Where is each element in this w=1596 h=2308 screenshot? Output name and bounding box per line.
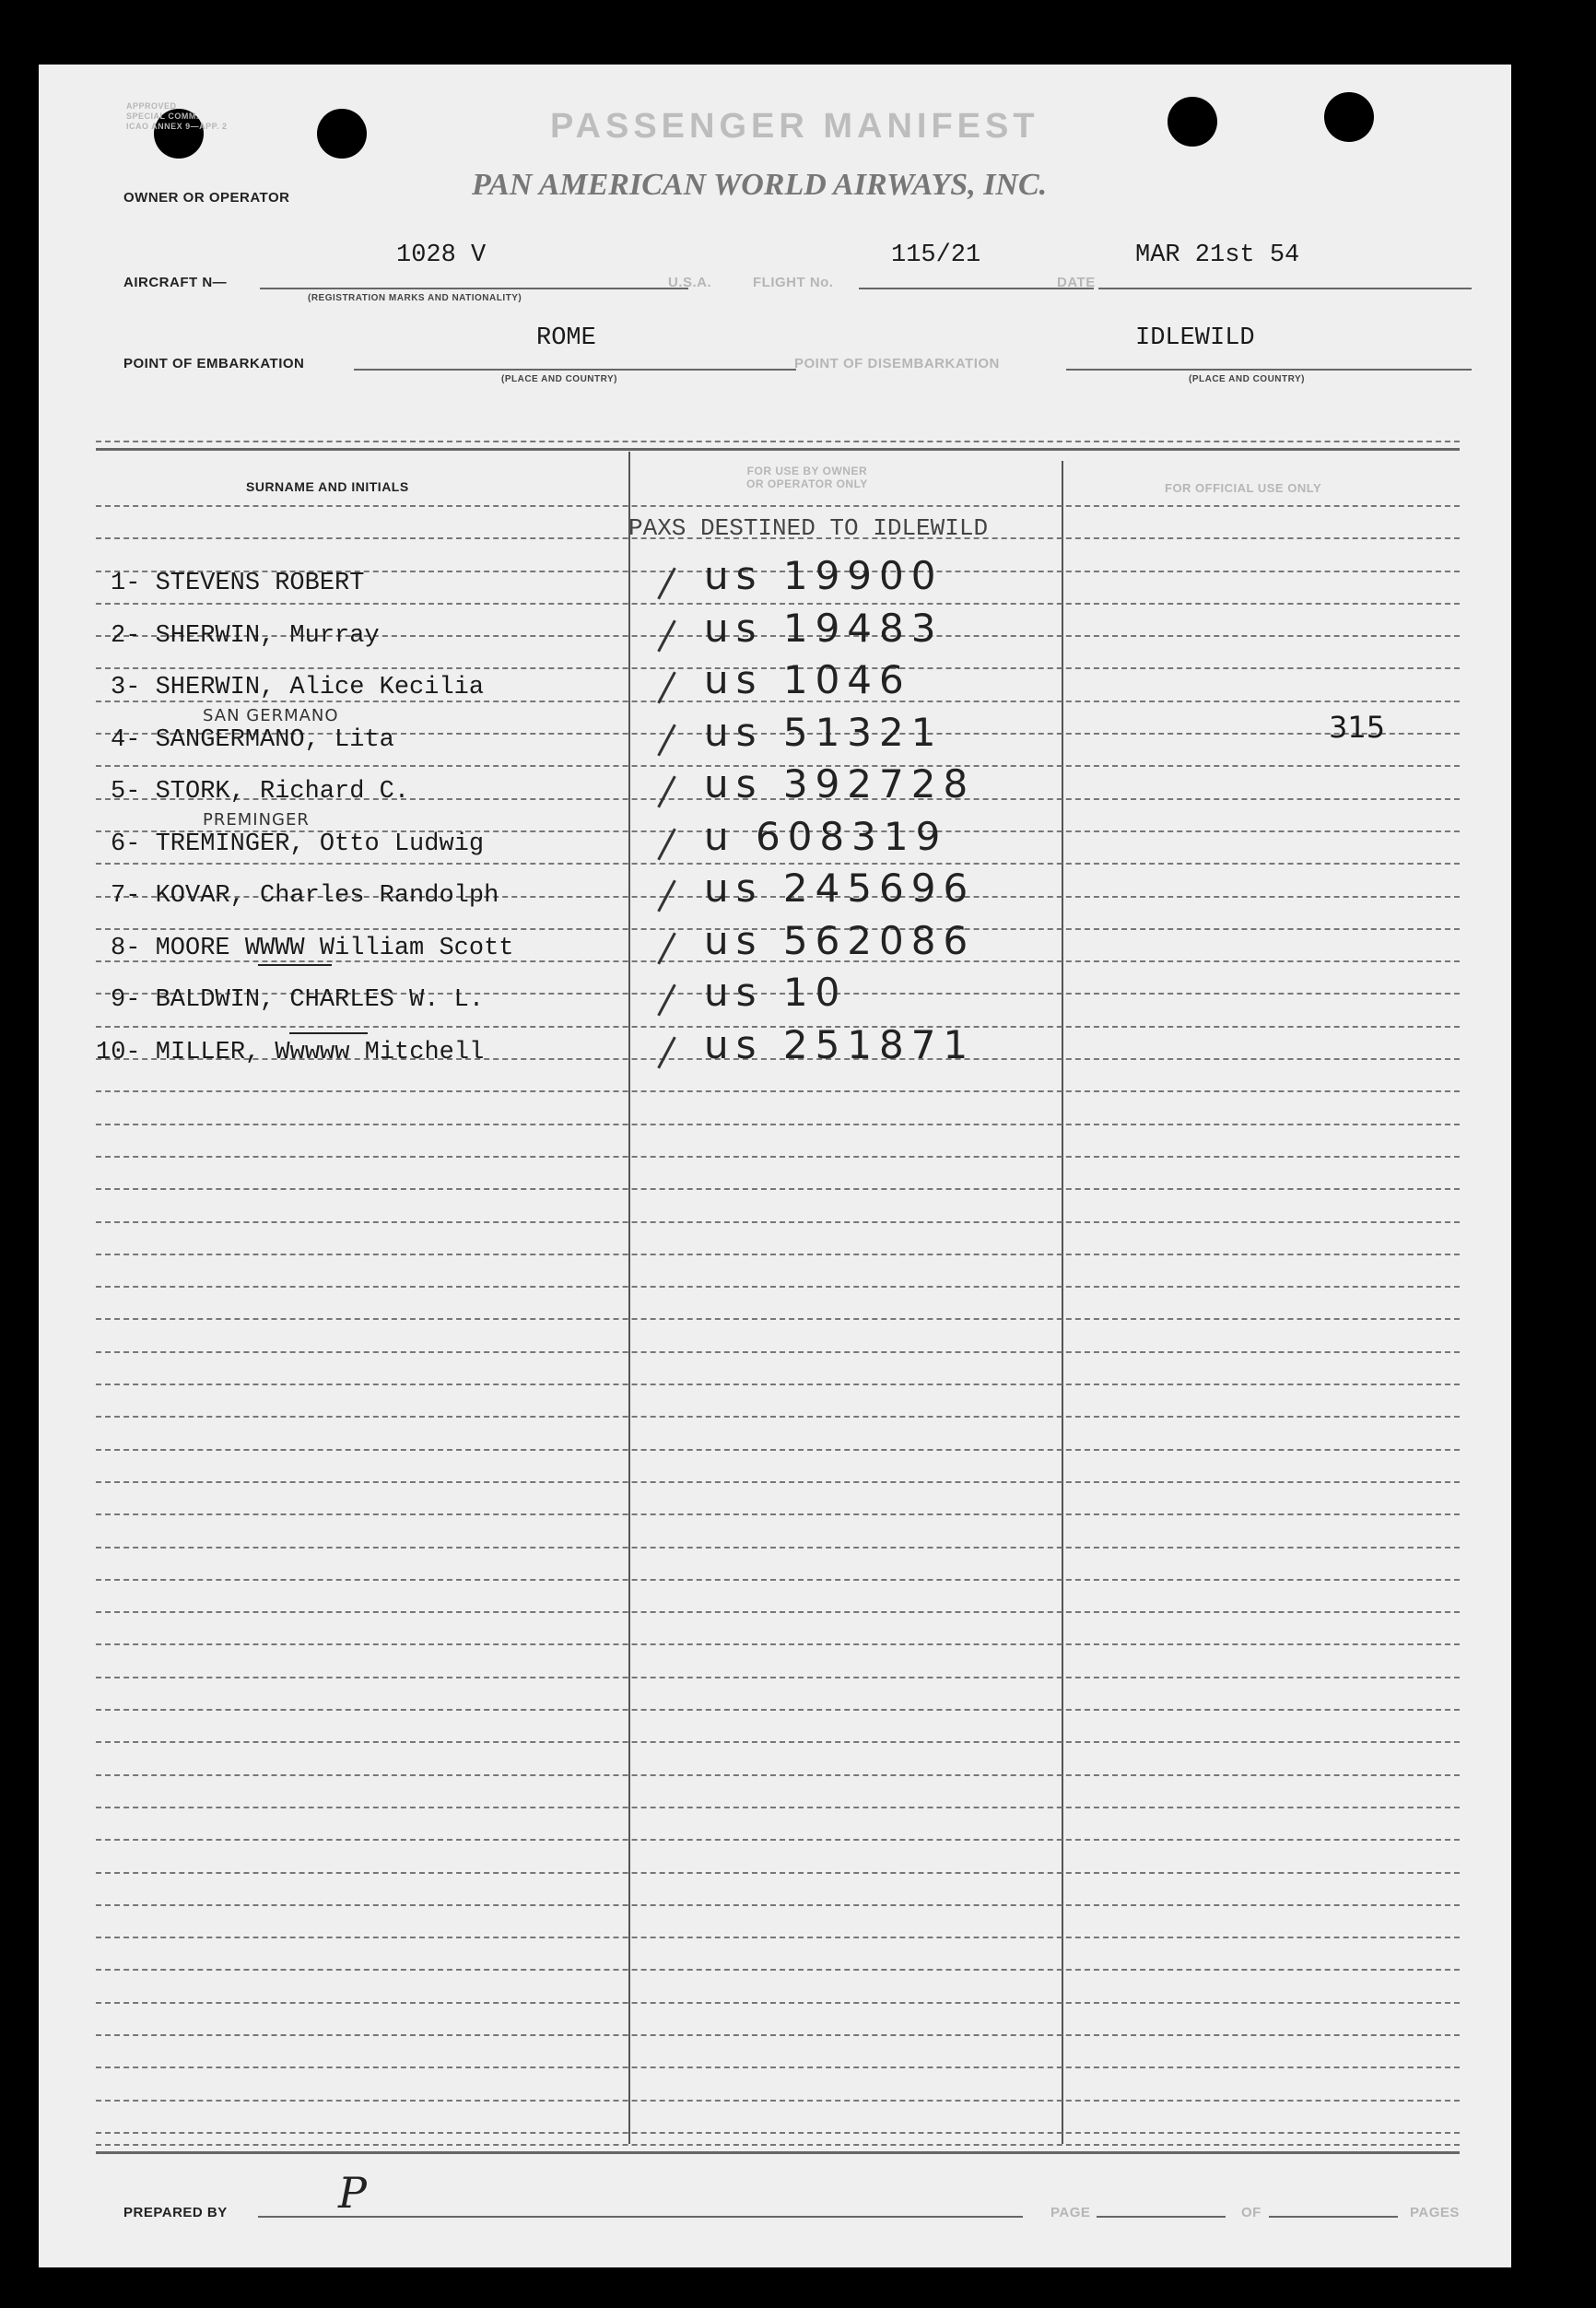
check-mark-icon [657, 724, 675, 756]
row-line [96, 1156, 1460, 1158]
row-line [96, 1579, 1460, 1581]
check-mark-icon [657, 1036, 675, 1068]
date-label: DATE [1057, 275, 1096, 290]
embark-label: POINT OF EMBARKATION [123, 356, 305, 371]
row-line [96, 1774, 1460, 1776]
punch-hole [1168, 97, 1217, 147]
passenger-name: 2- SHERWIN, Murray [111, 621, 380, 650]
embark-sublabel: (PLACE AND COUNTRY) [501, 374, 617, 384]
check-mark-icon [657, 828, 675, 860]
passenger-name: 3- SHERWIN, Alice Kecilia [111, 674, 485, 701]
aircraft-sublabel: (REGISTRATION MARKS AND NATIONALITY) [308, 293, 522, 303]
row-line [96, 2034, 1460, 2036]
prepared-by-signature: P [338, 2168, 367, 2218]
flight-label: FLIGHT No. [753, 275, 834, 290]
row-line [96, 1254, 1460, 1255]
passport-number: us 10 [704, 970, 848, 1015]
punch-hole [1324, 92, 1374, 142]
passenger-name: 7- KOVAR, Charles Randolph [111, 882, 499, 910]
column-header-operator: FOR USE BY OWNER OR OPERATOR ONLY [746, 465, 868, 490]
check-mark-icon [657, 672, 675, 704]
flight-value: 115/21 [891, 241, 981, 269]
name-correction-annotation: PREMINGER [203, 809, 310, 830]
column-header-names: SURNAME AND INITIALS [246, 479, 409, 494]
pages-label: PAGES [1410, 2205, 1460, 2220]
passenger-name: 4- SANGERMANO, Lita [111, 725, 394, 754]
prepared-by-label: PREPARED BY [123, 2205, 228, 2220]
disembark-sublabel: (PLACE AND COUNTRY) [1189, 374, 1305, 384]
row-line [96, 505, 1460, 507]
passenger-name: 1- STEVENS ROBERT [111, 570, 365, 597]
passport-number: us 392728 [704, 761, 976, 807]
of-label: OF [1241, 2205, 1262, 2220]
row-line [96, 1839, 1460, 1841]
passport-number: us 562086 [704, 917, 976, 963]
passport-number: us 251871 [704, 1021, 976, 1067]
page-label: PAGE [1050, 2205, 1091, 2220]
row-line [96, 1677, 1460, 1678]
row-line [96, 1351, 1460, 1353]
check-mark-icon [657, 776, 675, 808]
page-title: PASSENGER MANIFEST [550, 107, 1039, 146]
row-line [96, 1709, 1460, 1711]
row-line [96, 1286, 1460, 1288]
check-mark-icon [657, 984, 675, 1017]
aircraft-label: AIRCRAFT N— [123, 275, 228, 290]
approval-stamp: APPROVED SPECIAL COMM. ICAO ANNEX 9—APP. 2 [126, 101, 228, 131]
owner-label: OWNER OR OPERATOR [123, 190, 290, 206]
row-line [96, 1221, 1460, 1223]
row-line [96, 1547, 1460, 1548]
row-line [96, 2002, 1460, 2004]
row-line [96, 1481, 1460, 1483]
row-line [96, 1124, 1460, 1125]
passenger-name: 5- STORK, Richard C. [111, 778, 410, 806]
passport-number: us 1046 [704, 657, 911, 702]
passenger-name: 6- TREMINGER, Otto Ludwig [111, 830, 485, 858]
passport-number: us 51321 [704, 709, 944, 755]
row-line [96, 1416, 1460, 1418]
manifest-paper [39, 65, 1511, 2267]
embark-value: ROME [536, 324, 596, 352]
row-line [96, 1741, 1460, 1743]
nationality-label: U.S.A. [668, 275, 712, 290]
row-line [96, 2100, 1460, 2102]
destination-note: PAXS DESTINED TO IDLEWILD [628, 514, 989, 542]
passport-number: us 245696 [704, 866, 976, 911]
owner-value: PAN AMERICAN WORLD AIRWAYS, INC. [472, 168, 1048, 202]
punch-hole [317, 109, 367, 159]
column-header-official: FOR OFFICIAL USE ONLY [1165, 481, 1322, 495]
passenger-name: 8- MOORE WWWW William Scott [111, 934, 514, 962]
row-line [96, 1643, 1460, 1645]
row-line [96, 863, 1460, 865]
row-line [96, 2132, 1460, 2134]
row-line [96, 1090, 1460, 1092]
passport-number: us 19900 [704, 553, 944, 598]
date-value: MAR 21st 54 [1135, 241, 1300, 269]
row-line [96, 1188, 1460, 1190]
check-mark-icon [657, 932, 675, 964]
name-correction-annotation: SAN GERMANO [203, 705, 339, 725]
passport-number: us 19483 [704, 605, 944, 651]
row-line [96, 1872, 1460, 1874]
row-line [96, 1384, 1460, 1385]
passenger-name: 9- BALDWIN, CHARLES W. L. [111, 986, 485, 1014]
row-line [96, 1318, 1460, 1320]
row-line [96, 1449, 1460, 1451]
official-mark: 315 [1329, 710, 1386, 745]
row-line [96, 1937, 1460, 1938]
row-line [96, 1611, 1460, 1613]
disembark-value: IDLEWILD [1135, 324, 1255, 352]
row-line [96, 1807, 1460, 1808]
row-line [96, 2067, 1460, 2068]
row-line [96, 1904, 1460, 1906]
disembark-label: POINT OF DISEMBARKATION [794, 356, 1000, 371]
aircraft-value: 1028 V [396, 241, 487, 269]
row-line [96, 1513, 1460, 1515]
passport-number: u 608319 [704, 813, 948, 859]
row-line [96, 1969, 1460, 1971]
passenger-name: 10- MILLER, Wwwww Mitchell [96, 1038, 485, 1066]
